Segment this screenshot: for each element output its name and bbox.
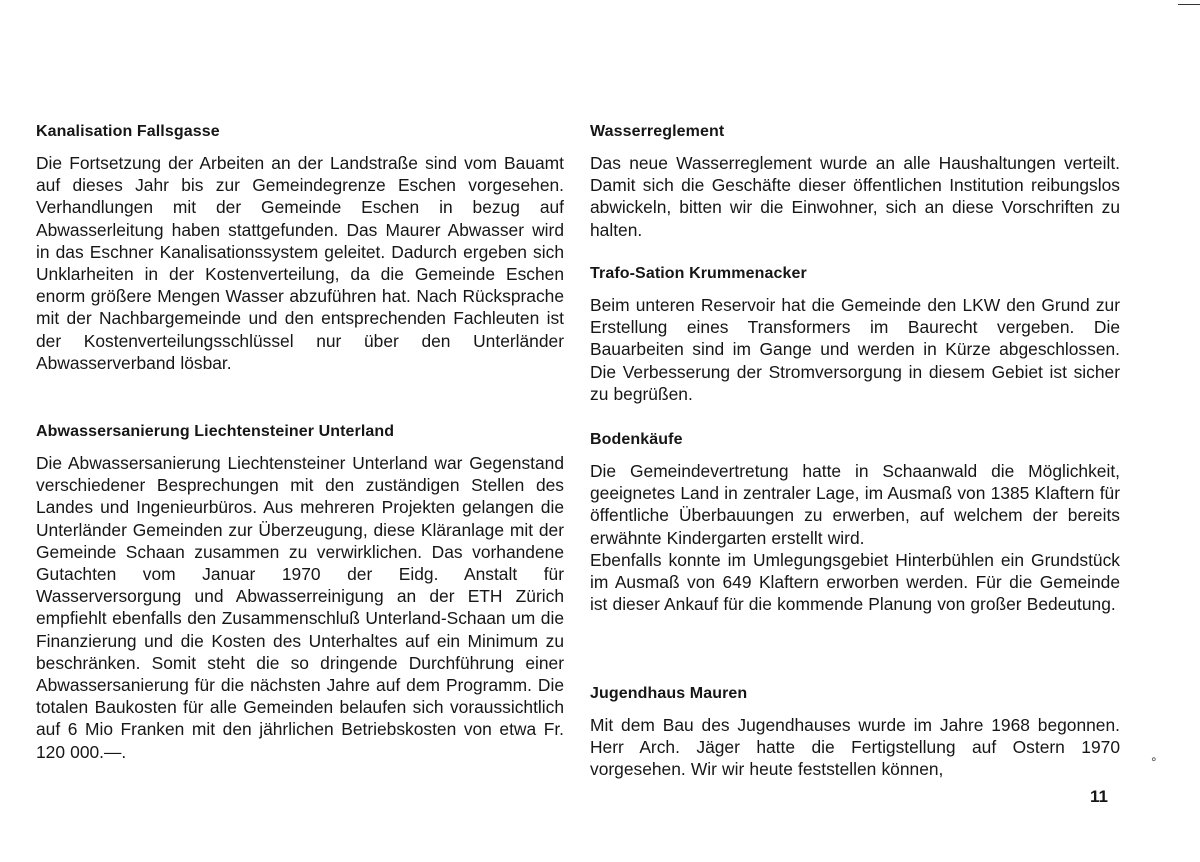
section-kanalisation-fallsgasse (36, 121, 564, 374)
section-body (590, 152, 1120, 241)
paragraph: Mit dem Bau des Jugendhauses wurde im Jahre 1968 begonnen. Herr Arch. Jäger hatte die Fertigstellung auf Ostern 1970 vorgesehen. Wir wir heute feststellen können, (590, 715, 1120, 780)
section-trafo-station (590, 263, 1120, 405)
section-heading: Abwassersanierung Liechtensteiner Unterland (36, 423, 395, 440)
section-bodenkaeufe (590, 429, 1120, 615)
section-body (590, 294, 1120, 405)
margin-scan-mark: ∘ (1150, 752, 1158, 766)
page-number: 11 (1090, 787, 1108, 806)
section-abwassersanierung (36, 421, 564, 763)
section-jugendhaus-mauren (590, 683, 1120, 781)
paragraph: Die Gemeindevertretung hatte in Schaanwald die Möglichkeit, geeignetes Land in zentraler Lage, im Ausmaß von 1385 Klaftern für öffentliche Überbauungen zu erwerben, auf welchem der bereits erwähnte Kindergarten erstellt wird. (590, 461, 1120, 548)
section-heading: Jugendhaus Mauren (590, 685, 748, 702)
scan-edge-mark (1178, 4, 1200, 5)
paragraph: Die Abwassersanierung Liechtensteiner Unterland war Gegenstand verschiedener Besprechungen mit den zuständigen Stellen des Landes und Ingenieurbüros. Aus mehreren Projekten gelangen die Unterländer Gemeinden zur Überzeugung, diese Kläranlage mit der Gemeinde Schaan zusammen zu verwirklichen. Das vorhandene Gutachten vom Januar 1970 der Eidg. Anstalt für Wasserversorgung und Abwasserreinigung an der ETH Zürich empfiehlt ebenfalls den Zusammenschluß Unterland-Schaan um die Finanzierung und die Kosten des Unterhaltes auf ein Minimum zu beschränken. Somit steht die so dringende Durchführung einer Abwassersanierung für die nächsten Jahre auf dem Programm. Die totalen Baukosten für alle Gemeinden belaufen sich voraussichtlich auf 6 Mio Franken mit den jährlichen Betriebskosten von etwa Fr. 120 000.—. (36, 453, 564, 762)
section-wasserreglement (590, 121, 1120, 241)
paragraph: Ebenfalls konnte im Umlegungsgebiet Hinterbühlen ein Grundstück im Ausmaß von 649 Klaftern erworben werden. Für die Gemeinde ist dieser Ankauf für die kommende Planung von großer Bedeutung. (590, 549, 1120, 615)
section-heading: Kanalisation Fallsgasse (36, 123, 220, 140)
section-body (590, 460, 1120, 615)
paragraph: Das neue Wasserreglement wurde an alle Haushaltungen verteilt. Damit sich die Geschäfte dieser öffentlichen Institution reibungslos abwickeln, bitten wir die Einwohner, sich an diese Vorschriften zu halten. (590, 153, 1120, 240)
section-heading: Wasserreglement (590, 123, 725, 140)
section-body (590, 714, 1120, 781)
section-heading: Bodenkäufe (590, 431, 683, 448)
paragraph: Beim unteren Reservoir hat die Gemeinde den LKW den Grund zur Erstellung eines Transformers im Baurecht vergeben. Die Bauarbeiten sind im Gange und werden in Kürze abgeschlossen. Die Verbesserung der Stromversorgung in diesem Gebiet ist sicher zu begrüßen. (590, 295, 1120, 404)
paragraph: Die Fortsetzung der Arbeiten an der Landstraße sind vom Bauamt auf dieses Jahr bis zur Gemeindegrenze Eschen vorgesehen. Verhandlungen mit der Gemeinde Eschen in bezug auf Abwasserleitung haben stattgefunden. Das Maurer Abwasser wird in das Eschner Kanalisationssystem geleitet. Dadurch ergeben sich Unklarheiten in der Kostenverteilung, da die Gemeinde Eschen enorm größere Mengen Wasser abzuführen hat. Nach Rücksprache mit der Nachbargemeinde und den entsprechenden Fachleuten ist der Kostenverteilungsschlüssel nur über den Unterländer Abwasserverband lösbar. (36, 153, 564, 373)
section-body (36, 452, 564, 763)
section-heading: Trafo-Sation Krummenacker (590, 265, 807, 282)
section-body (36, 152, 564, 374)
